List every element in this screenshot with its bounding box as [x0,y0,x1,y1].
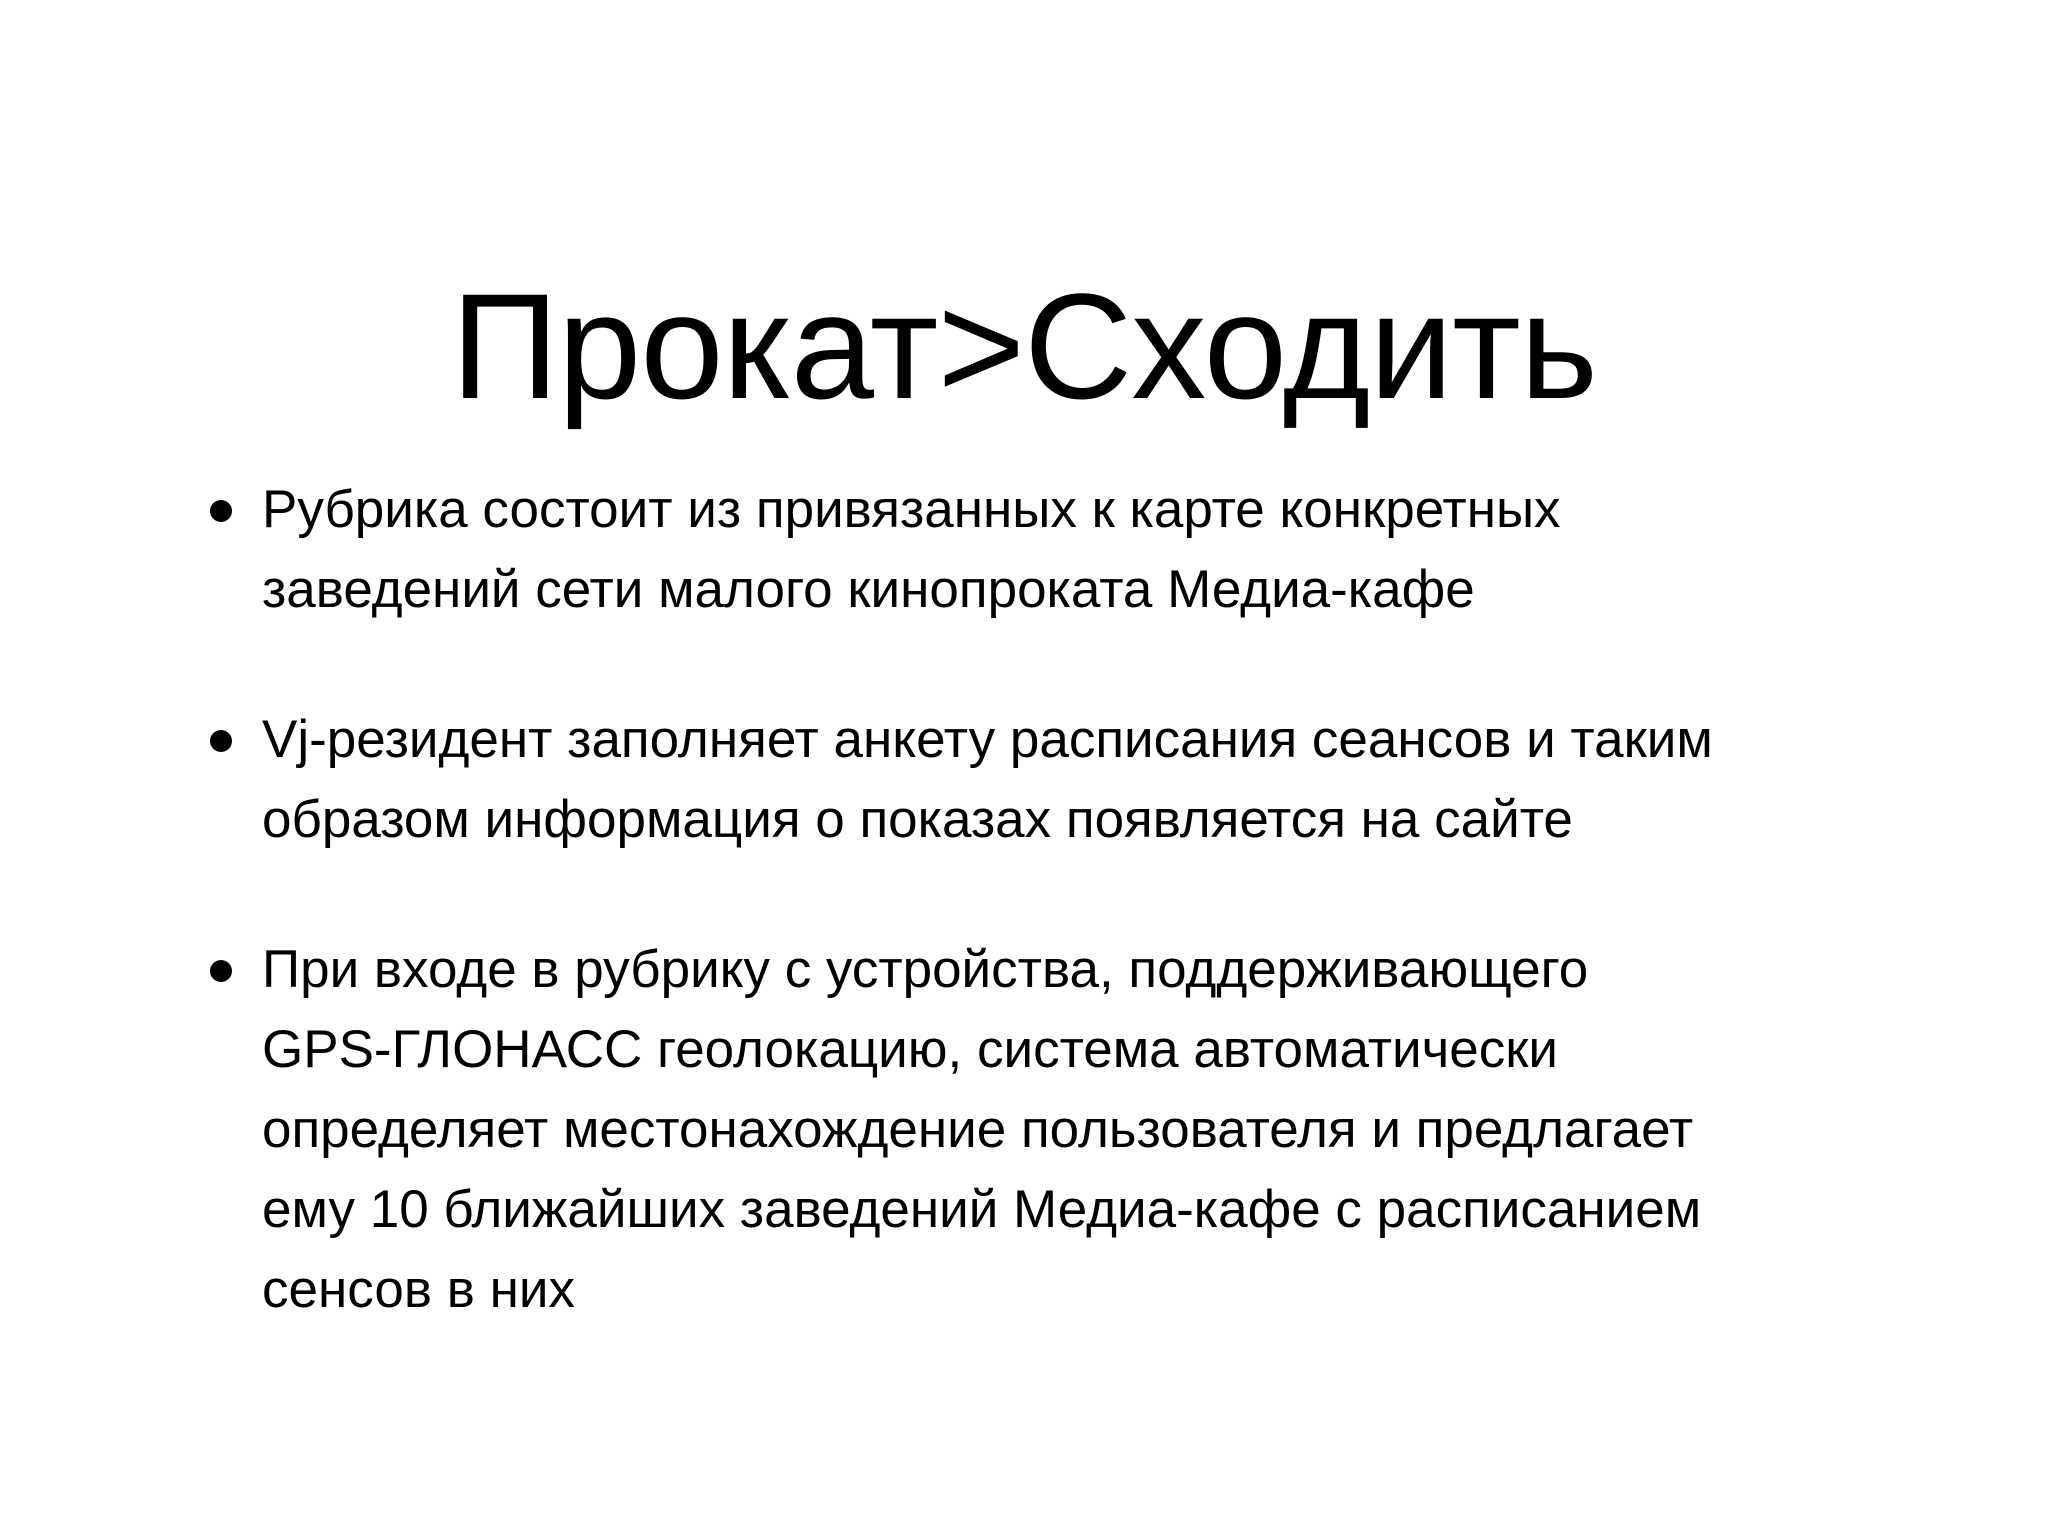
bullet-list [210,470,1910,1400]
bullet-line: сенсов в них [262,1260,575,1319]
bullet-item-2 [210,700,1910,860]
bullet-dot-icon [210,730,232,752]
bullet-item-1 [210,470,1910,630]
bullet-line: определяет местонахождение пользователя и предлагает [262,1100,1694,1159]
bullet-line: образом информация о показах появляется на сайте [262,790,1573,849]
bullet-line: Рубрика состоит из привязанных к карте конкретных [262,480,1561,539]
bullet-dot-icon [210,960,232,982]
slide-title: Прокат>Сходить [451,261,1597,430]
bullet-line: Vj-резидент заполняет анкету расписания сеансов и таким [262,710,1713,769]
bullet-line: При входе в рубрику с устройства, поддерживающего [262,940,1589,999]
bullet-line: ему 10 ближайших заведений Медиа-кафе с расписанием [262,1180,1702,1239]
bullet-line: GPS-ГЛОНАСС геолокацию, система автоматически [262,1020,1559,1079]
bullet-item-3 [210,930,1910,1330]
bullet-line: заведений сети малого кинопроката Медиа-кафе [262,560,1475,619]
bullet-dot-icon [210,500,232,522]
